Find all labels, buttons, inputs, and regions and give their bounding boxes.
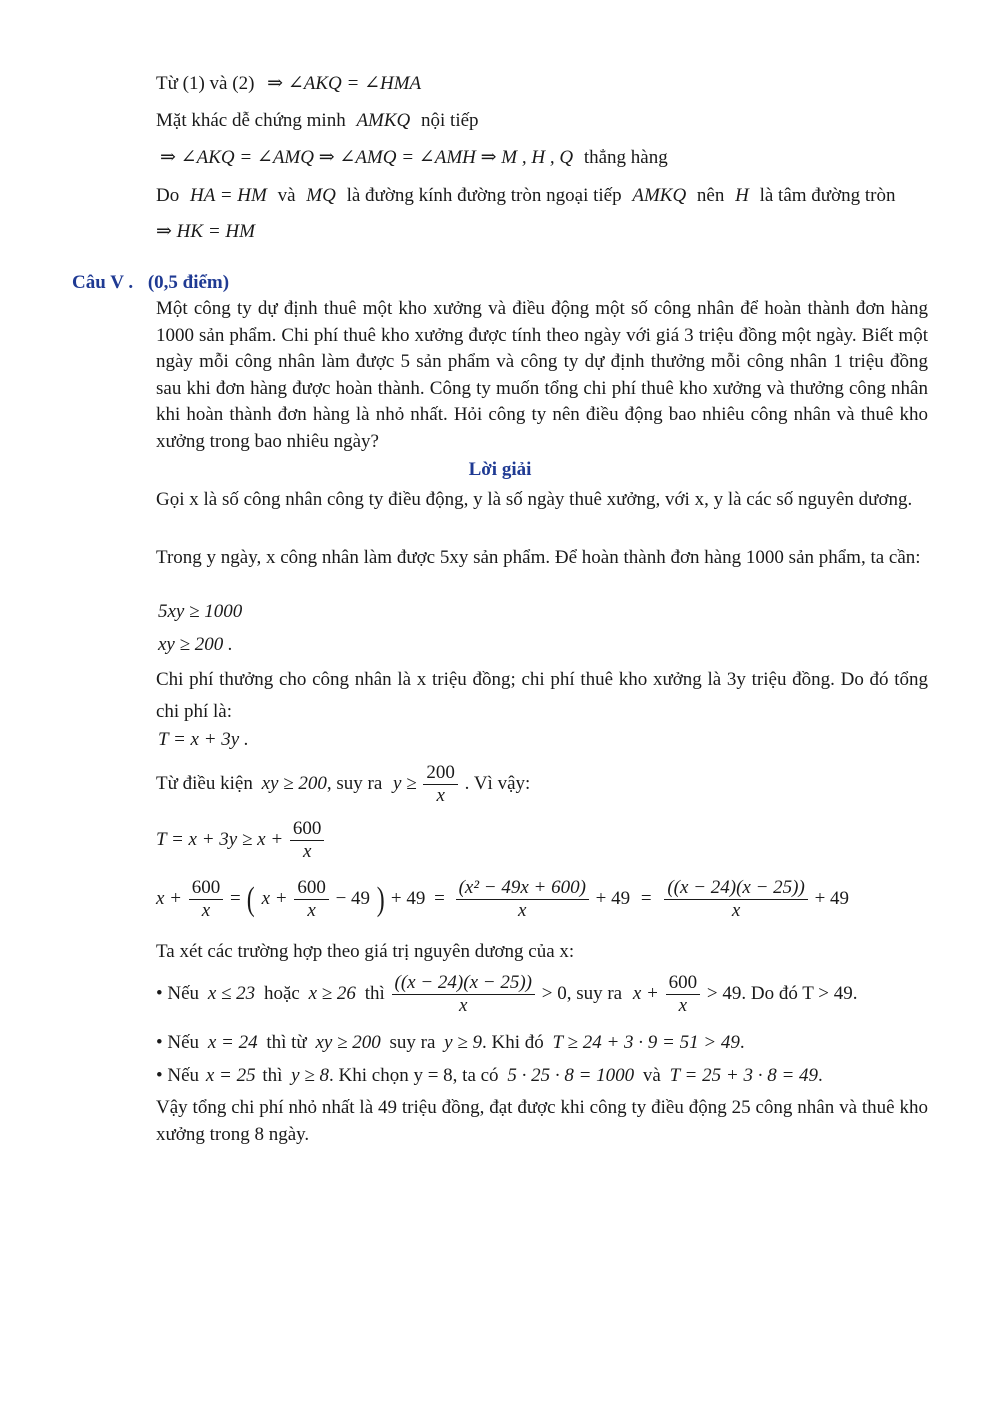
paren-close: ): [376, 880, 385, 918]
case-3-math-1: x = 25: [205, 1065, 256, 1086]
equals: =: [230, 887, 241, 909]
solution-p2: Trong y ngày, x công nhân làm được 5xy sản phẩm. Để hoàn thành đơn hàng 1000 sản phẩm, ta cần:: [156, 547, 921, 568]
question-points: (0,5 điểm): [147, 272, 230, 293]
line-3-end: thẳng hàng: [583, 147, 668, 168]
denominator-x: x: [731, 900, 741, 921]
plus-49: + 49: [595, 887, 631, 909]
fraction-factored-over-x: [664, 877, 807, 922]
minus-49: − 49: [335, 887, 371, 909]
line-5-math: ⇒ HK = HM: [156, 221, 255, 242]
case-3-text-a: • Nếu: [156, 1065, 200, 1086]
numerator-200: 200: [423, 762, 458, 785]
case-3-math-4: T = 25 + 3 · 8 = 49: [669, 1065, 819, 1086]
case-1-text-d: , suy ra: [566, 982, 623, 1004]
case-2-math-4: T ≥ 24 + 3 · 9 = 51 > 49: [552, 1032, 740, 1053]
line-1: [156, 72, 421, 96]
line-2-text: Mặt khác dễ chứng minh: [156, 110, 346, 131]
inequality-1: 5xy ≥ 1000: [158, 601, 243, 622]
fraction-600-over-x: [294, 877, 329, 922]
line-4-text-c: là đường kính đường tròn ngoại tiếp: [346, 185, 622, 206]
line-4-text-d: nên: [696, 185, 725, 206]
case-3: [156, 1064, 823, 1088]
line-3: [160, 146, 668, 170]
fraction-600-over-x: [290, 818, 325, 863]
case-2-math-1: x = 24: [207, 1032, 258, 1053]
case-3-text-d: và: [642, 1065, 661, 1086]
plus-49: + 49: [390, 887, 426, 909]
condition-math: xy ≥ 200: [261, 772, 327, 794]
fraction-poly-over-x: [456, 877, 589, 922]
t-inequality-math: T = x + 3y ≥ x +: [156, 828, 284, 850]
numerator-600: 600: [294, 877, 329, 900]
denominator-x: x: [436, 785, 445, 806]
condition-text-b: , suy ra: [326, 772, 383, 794]
line-3-math: ⇒ ∠AKQ = ∠AMQ ⇒ ∠AMQ = ∠AMH ⇒ M , H , Q: [160, 147, 574, 168]
numerator-600: 600: [666, 972, 701, 995]
line-4-text-e: là tâm đường tròn: [759, 185, 896, 206]
denominator-x: x: [201, 900, 211, 921]
x-plus: x +: [156, 887, 183, 909]
inequality-2: xy ≥ 200 .: [158, 634, 233, 655]
line-4-math-1: HA = HM: [189, 185, 267, 206]
case-1: [156, 972, 857, 1017]
line-4-text-b: và: [277, 185, 296, 206]
numerator-polynomial: (x² − 49x + 600): [456, 877, 589, 900]
case-1-text-e: . Do đó T > 49.: [741, 982, 858, 1004]
case-2-text-c: suy ra: [389, 1032, 436, 1053]
case-2: [156, 1031, 745, 1055]
case-1-math-1: x ≤ 23: [207, 982, 256, 1004]
case-1-text-b: hoặc: [263, 982, 300, 1004]
denominator-x: x: [302, 841, 312, 862]
condition-y: y ≥: [393, 772, 417, 794]
solution-title: Lời giải: [468, 459, 532, 480]
case-2-text-b: thì từ: [266, 1032, 307, 1053]
denominator-x: x: [678, 995, 688, 1016]
case-1-text-a: • Nếu: [156, 982, 200, 1004]
conclusion: Vậy tổng chi phí nhỏ nhất là 49 triệu đồng, đạt được khi công ty điều động 25 công nhân và thuê kho xưởng trong 8 ngày.: [156, 1097, 928, 1145]
line-4-math-4: H: [735, 185, 749, 206]
line-2: [156, 109, 479, 133]
case-1-gt49: > 49: [706, 982, 742, 1004]
case-1-fraction: [392, 972, 535, 1017]
case-1-text-c: thì: [364, 982, 385, 1004]
case-2-text-e: .: [739, 1032, 745, 1053]
line-2-math: AMKQ: [356, 110, 411, 131]
case-2-text-a: • Nếu: [156, 1032, 200, 1053]
case-1-gt0: > 0: [541, 982, 567, 1004]
line-5: [156, 220, 255, 244]
x-plus: x +: [261, 887, 288, 909]
case-2-text-d: . Khi đó: [482, 1032, 544, 1053]
question-label: Câu V .: [72, 272, 134, 293]
condition-line: [156, 762, 530, 807]
question-body: Một công ty dự định thuê một kho xưởng và điều động một số công nhân để hoàn thành đơn hàng 1000 sản phẩm. Chi phí thuê kho xưởng được tính theo ngày với giá 3 triệu đồng một ngày. Biết một ngày mỗi công nhân làm được 5 sản phẩm và công ty dự định thưởng mỗi công nhân 1 triệu đồng sau khi đơn hàng được hoàn thành. Công ty muốn tổng chi phí thuê kho xưởng và thưởng công nhân khi hoàn thành đơn hàng là nhỏ nhất. Hỏi công ty nên điều động bao nhiêu công nhân và thuê kho xưởng trong bao nhiêu ngày?: [156, 298, 928, 452]
condition-text-c: . Vì vậy:: [464, 772, 531, 794]
line-2-end: nội tiếp: [421, 110, 479, 131]
fraction-200-over-x: [423, 762, 458, 807]
denominator-x: x: [459, 995, 468, 1016]
case-2-math-2: xy ≥ 200: [315, 1032, 381, 1053]
equals: =: [640, 887, 652, 909]
case-3-text-e: .: [818, 1065, 823, 1086]
line-1-text: Từ (1) và (2): [156, 73, 255, 94]
case-1-numerator: ((x − 24)(x − 25)): [392, 972, 535, 995]
numerator-factored: ((x − 24)(x − 25)): [664, 877, 807, 900]
case-1-math-2: x ≥ 26: [308, 982, 356, 1004]
line-4: [156, 184, 896, 208]
t-inequality: [156, 818, 326, 863]
case-3-math-2: y ≥ 8: [291, 1065, 330, 1086]
fraction-600-over-x: [666, 972, 701, 1017]
x-plus: x +: [632, 982, 659, 1004]
question-header: [72, 271, 229, 295]
cases-intro: Ta xét các trường hợp theo giá trị nguyên dương của x:: [156, 941, 575, 962]
denominator-x: x: [518, 900, 527, 921]
equals: =: [434, 887, 445, 909]
plus-49: + 49: [814, 887, 850, 909]
case-2-math-3: y ≥ 9: [444, 1032, 483, 1053]
solution-p1: Gọi x là số công nhân công ty điều động, y là số ngày thuê xưởng, với x, y là các số nguyên dương.: [156, 489, 913, 510]
line-4-math-3: AMKQ: [632, 185, 687, 206]
condition-text-a: Từ điều kiện: [156, 772, 253, 794]
denominator-x: x: [307, 900, 316, 921]
solution-p3: Chi phí thưởng cho công nhân là x triệu đồng; chi phí thuê kho xưởng là 3y triệu đồng. Do đó tổng chi phí là:: [156, 669, 928, 722]
total-cost-equation: T = x + 3y .: [158, 729, 249, 750]
case-3-text-b: thì: [262, 1065, 283, 1086]
fraction-600-over-x: [189, 877, 224, 922]
line-1-math: ⇒ ∠AKQ = ∠HMA: [267, 73, 422, 94]
case-3-text-c: . Khi chọn y = 8, ta có: [329, 1065, 499, 1086]
line-4-text-a: Do: [156, 185, 180, 206]
case-3-math-3: 5 · 25 · 8 = 1000: [507, 1065, 635, 1086]
line-4-math-2: MQ: [306, 185, 336, 206]
transformation-line: [156, 877, 849, 922]
numerator-600: 600: [290, 818, 325, 841]
paren-open: (: [247, 880, 256, 918]
numerator-600: 600: [189, 877, 224, 900]
